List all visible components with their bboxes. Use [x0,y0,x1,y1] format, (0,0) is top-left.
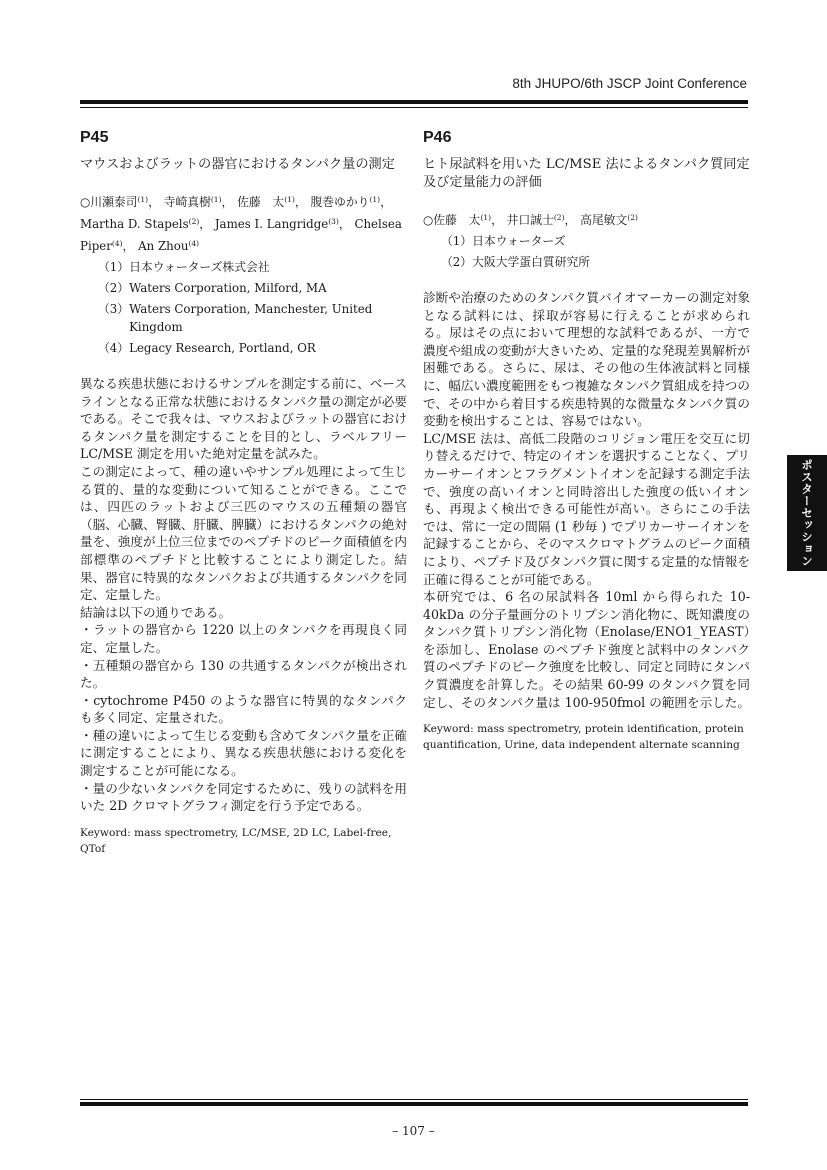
author-affiliation-mark: (1) [369,195,381,204]
body-paragraph: LC/MSE 法は、高低二段階のコリジョン電圧を交互に切り替えるだけで、特定のイオンを選択することなく、プリカーサーイオンとフラグメントイオンを記録する測定手法で、強度の高いイオンと同時溶出した強度の低いイオンも、再現よく検出できる可能性が高い。さらにこの手法では、常に一定の間隔 (1 秒毎 ) でプリカーサーイオンを記録することから、そのマスクロマトグラムのピーク面積により、ペプチド及びタンパク質に関する定量的な情報を正確に得ることが可能である。 [423,430,750,587]
body-paragraph: 結論は以下の通りである。 [80,604,232,620]
author-name: An Zhou [138,239,189,253]
affiliation-number: （1） [98,260,130,274]
author-separator: ， [564,213,577,227]
author-separator: ， [294,195,307,209]
affiliation-number: （3） [98,302,130,316]
abstract-title: マウスおよびラットの器官におけるタンパク量の測定 [80,157,395,172]
author-name: Chelsea Piper [80,217,402,253]
affiliation-list [441,232,750,271]
author-name: 佐藤 太 [237,195,285,209]
author-affiliation-mark: (3) [328,217,339,226]
section-tab [787,455,827,571]
affiliation-item [98,279,407,297]
author-name: James I. Langridge [214,217,329,231]
author-list [80,190,407,256]
body-paragraph: 異なる疾患状態におけるサンプルを測定する前に、ベースラインとなる正常な状態におけるタンパク量の測定が必要である。そこで我々は、マウスおよびラットの器官におけるタンパク量を測定することを目的とし、ラベルフリー LC/MSE 測定を用いた絶対定量を試みた。 [80,376,407,462]
author [80,195,160,209]
body-paragraph: ・量の少ないタンパクを同定するために、残りの試料を用いた 2D クロマトグラフィ測定を行う予定である。 [80,780,407,814]
author [237,195,307,209]
affiliation-item [98,300,407,336]
footer-rule-thick [80,1102,748,1106]
affiliation-number: （4） [98,341,130,355]
author-separator: ， [199,217,212,231]
affiliation-item [98,258,407,276]
header-rule-thin [80,107,748,108]
affiliation-number: （2） [441,255,473,269]
author-separator: ， [221,195,234,209]
author-separator: ， [338,217,351,231]
author-affiliation-mark: (2) [627,213,638,222]
author-separator: ， [148,195,160,209]
author [164,195,234,209]
abstract-body [80,375,407,815]
footer-rule-thin [80,1099,748,1100]
affiliation-text: Waters Corporation, Manchester, United Kingdom [129,302,373,334]
author [80,217,211,231]
author [423,213,503,227]
author [310,195,391,209]
body-paragraph: 診断や治療のためのタンパク質バイオマーカーの測定対象となる試料には、採取が容易に行えることが求められる。尿はその点において理想的な試料であるが、一方で濃度や組成の変動が大きいため、定量的な発現差異解析が困難である。さらに、尿は、その他の生体液試料と同様に、幅広い濃度範囲をもつ複雑なタンパク質組成を持つので、その中から着目する疾患特異的な微量なタンパク質の変動を検出することは、容易ではない。 [423,290,750,429]
author-separator: ， [380,195,392,209]
abstract-p46 [423,128,750,753]
author-affiliation-mark: (4) [188,239,200,248]
keywords: Keyword: mass spectrometry, protein identification, protein quantification, Urine, data independent alternate scanning [423,723,744,752]
abstract-title: ヒト尿試料を用いた LC/MSE 法によるタンパク質同定及び定量能力の評価 [423,157,750,190]
affiliation-item [98,339,407,357]
section-tab-label: ポスターセッション [800,459,814,567]
author-affiliation-mark: (4) [111,239,123,248]
keywords: Keyword: mass spectrometry, LC/MSE, 2D LC, Label-free, QTof [80,826,392,855]
author-name: 腹巻ゆかり [310,195,370,209]
abstract-body [423,289,750,711]
abstract-id: P46 [423,129,452,146]
author-name: Martha D. Stapels [80,217,189,231]
author-affiliation-mark: (1) [480,213,492,222]
affiliation-item [441,253,750,271]
author-name: 寺崎真樹 [163,195,211,209]
author [580,213,638,227]
author-name: ○川瀬泰司 [80,195,138,209]
affiliation-text: Legacy Research, Portland, OR [129,341,316,355]
author-affiliation-mark: (2) [188,217,200,226]
author-affiliation-mark: (1) [210,195,222,204]
affiliation-item [441,232,750,250]
author [507,213,577,227]
page-number: – 107 – [392,1124,435,1138]
conference-title: 8th JHUPO/6th JSCP Joint Conference [512,76,747,91]
body-paragraph: 本研究では、6 名の尿試料各 10ml から得られた 10-40kDa の分子量画分のトリプシン消化物に、既知濃度のタンパク質トリプシン消化物（Enolase/ENO1_YEAST）を添加し、Enolase のペプチド強度と試料中のタンパク質のペプチドのピーク強度を比較し、同定と同時にタンパク質濃度を計算した。その結果 60-99 のタンパク質を同定し、そのタンパク量は 100-950fmol の範囲を示した。 [423,589,750,710]
body-paragraph: ・五種類の器官から 130 の共通するタンパクが検出された。 [80,657,407,691]
body-paragraph: この測定によって、種の違いやサンプル処理によって生じる質的、量的な変動について知ることができる。ここでは、四匹のラットおよび三匹のマウスの五種類の器官（脳、心臓、腎臓、肝臓、脾臓）におけるタンパクの絶対量を、強度が上位三位までのペプチドのピーク面積値を内部標準のペプチドと比較することにより測定した。結果、器官に特異的なタンパクおよび共通するタンパクを同定、定量した。 [80,463,407,603]
author-name: 高尾敏文 [580,213,628,227]
body-paragraph: ・種の違いによって生じる変動も含めてタンパク量を正確に測定することにより、異なる疾患状態における変化を測定することが可能になる。 [80,727,407,779]
affiliation-list [98,258,407,357]
author [138,239,199,253]
affiliation-number: （1） [441,234,473,248]
body-paragraph: ・cytochrome P450 のような器官に特異的なタンパクも多く同定、定量された。 [80,692,407,726]
affiliation-text: 日本ウォーターズ [472,234,566,248]
affiliation-text: 大阪大学蛋白質研究所 [472,255,591,269]
author-list [423,208,750,230]
author [215,217,351,231]
affiliation-text: Waters Corporation, Milford, MA [129,281,327,295]
author-name: 井口誠士 [506,213,554,227]
author-affiliation-mark: (1) [284,195,295,204]
affiliation-text: 日本ウォーターズ株式会社 [129,260,270,274]
abstract-id: P45 [80,129,109,146]
affiliation-number: （2） [98,281,130,295]
author-separator: ， [122,239,135,253]
header-rule-thick [80,100,748,104]
author-separator: ， [491,213,503,227]
author-affiliation-mark: (2) [553,213,565,222]
body-paragraph: ・ラットの器官から 1220 以上のタンパクを再現良く同定、定量した。 [80,622,407,655]
abstract-p45 [80,128,407,857]
author-name: ○佐藤 太 [423,213,481,227]
author-affiliation-mark: (1) [137,195,149,204]
